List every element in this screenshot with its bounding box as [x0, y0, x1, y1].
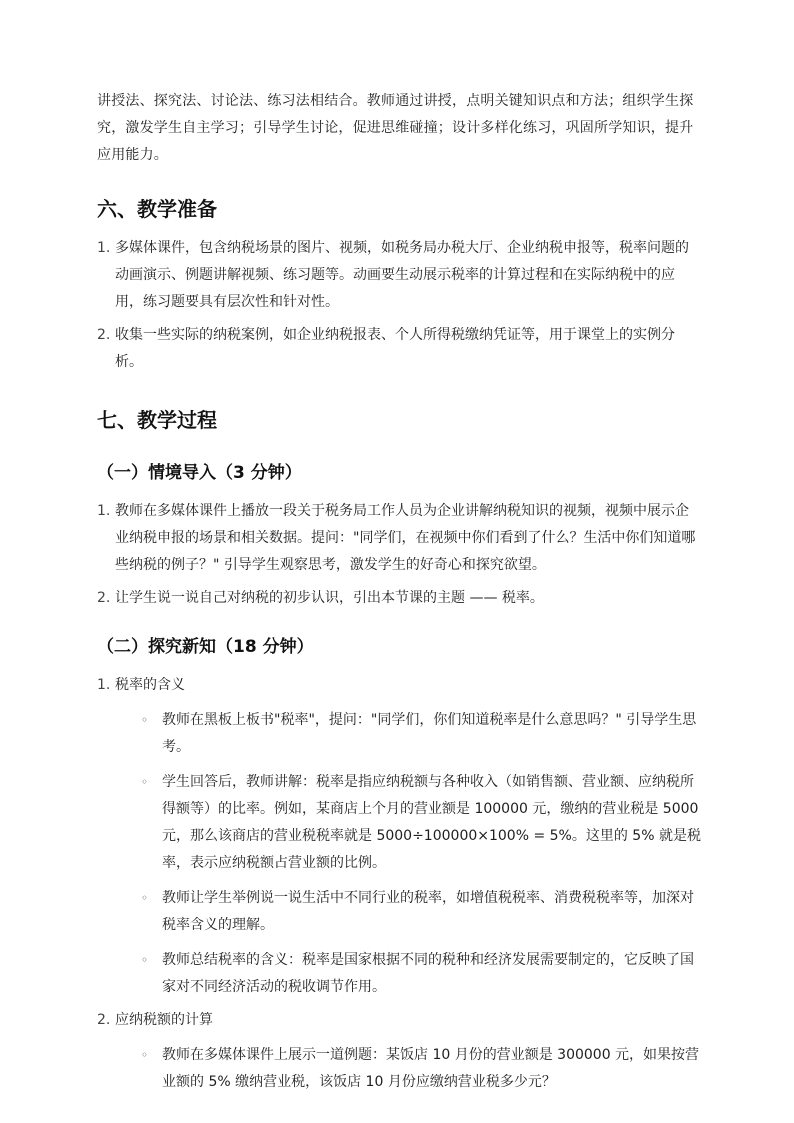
list-item-text: 教师在多媒体课件上播放一段关于税务局工作人员为企业讲解纳税知识的视频，视频中展示企业纳税申报的场景和相关数据。提问："同学们，在视频中你们看到了什么？生活中你们知道哪些纳税的例子？" 引导学生观察思考，激发学生的好奇心和探究欲望。	[115, 503, 696, 573]
bullet-icon: ◦	[141, 1048, 149, 1062]
bullet-icon: ◦	[141, 891, 149, 905]
bullet-item	[115, 1042, 702, 1096]
preparation-list	[97, 235, 702, 376]
intro-list	[97, 498, 702, 612]
intro-paragraph: 讲授法、探究法、讨论法、练习法相结合。教师通过讲授，点明关键知识点和方法；组织学生探究，激发学生自主学习；引导学生讨论，促进思维碰撞；设计多样化练习，巩固所学知识，提升应用能力。	[97, 93, 694, 163]
bullet-list	[115, 707, 702, 1001]
list-item-text: 让学生说一说自己对纳税的初步认识，引出本节课的主题 —— 税率。	[115, 590, 544, 606]
list-item	[97, 672, 702, 1001]
section-title-preparation: 六、教学准备	[97, 197, 217, 221]
list-number: 1.	[97, 503, 111, 519]
bullet-text: 教师总结税率的含义：税率是国家根据不同的税种和经济发展需要制定的，它反映了国家对不同经济活动的税收调节作用。	[162, 952, 694, 995]
list-item	[97, 498, 702, 579]
list-item	[97, 235, 702, 316]
list-item-text: 多媒体课件，包含纳税场景的图片、视频，如税务局办税大厅、企业纳税申报等，税率问题的动画演示、例题讲解视频、练习题等。动画要生动展示税率的计算过程和在实际纳税中的应用，练习题要具有层次性和针对性。	[115, 240, 689, 310]
list-number: 2.	[97, 1012, 111, 1028]
list-item-text: 收集一些实际的纳税案例，如企业纳税报表、个人所得税缴纳凭证等，用于课堂上的实例分析。	[115, 327, 675, 370]
section-title-process: 七、教学过程	[97, 408, 217, 432]
list-number: 2.	[97, 327, 111, 343]
list-number: 2.	[97, 590, 111, 606]
subsection-title-explore: （二）探究新知（18 分钟）	[97, 637, 314, 657]
bullet-item	[115, 707, 702, 761]
bullet-text: 教师在黑板上板书"税率"，提问："同学们，你们知道税率是什么意思吗？" 引导学生思考。	[162, 712, 697, 755]
bullet-icon: ◦	[141, 775, 149, 789]
list-item	[97, 1007, 702, 1096]
list-number: 1.	[97, 240, 111, 256]
bullet-text: 学生回答后，教师讲解：税率是指应纳税额与各种收入（如销售额、营业额、应纳税所得额等）的比率。例如，某商店上个月的营业额是 100000 元，缴纳的营业税是 5000 元，那么该商店的营业税税率就是 5000÷100000×100% = 5%。这里的 5% 就是税率，表示应纳税额占营业额的比例。	[162, 774, 701, 871]
bullet-text: 教师让学生举例说一说生活中不同行业的税率，如增值税税率、消费税税率等，加深对税率含义的理解。	[162, 890, 694, 933]
bullet-text: 教师在多媒体课件上展示一道例题：某饭店 10 月份的营业额是 300000 元，如果按营业额的 5% 缴纳营业税，该饭店 10 月份应缴纳营业税多少元？	[162, 1047, 700, 1090]
list-number: 1.	[97, 677, 111, 693]
bullet-icon: ◦	[141, 713, 149, 727]
document-page	[97, 88, 702, 1096]
bullet-item	[115, 769, 702, 877]
bullet-list	[115, 1042, 702, 1096]
subsection-title-intro: （一）情境导入（3 分钟）	[97, 463, 302, 483]
list-item-text: 应纳税额的计算	[115, 1012, 213, 1028]
bullet-item	[115, 947, 702, 1001]
list-item-text: 税率的含义	[115, 677, 185, 693]
list-item	[97, 585, 702, 612]
bullet-icon: ◦	[141, 953, 149, 967]
bullet-item	[115, 885, 702, 939]
explore-list	[97, 672, 702, 1096]
list-item	[97, 322, 702, 376]
